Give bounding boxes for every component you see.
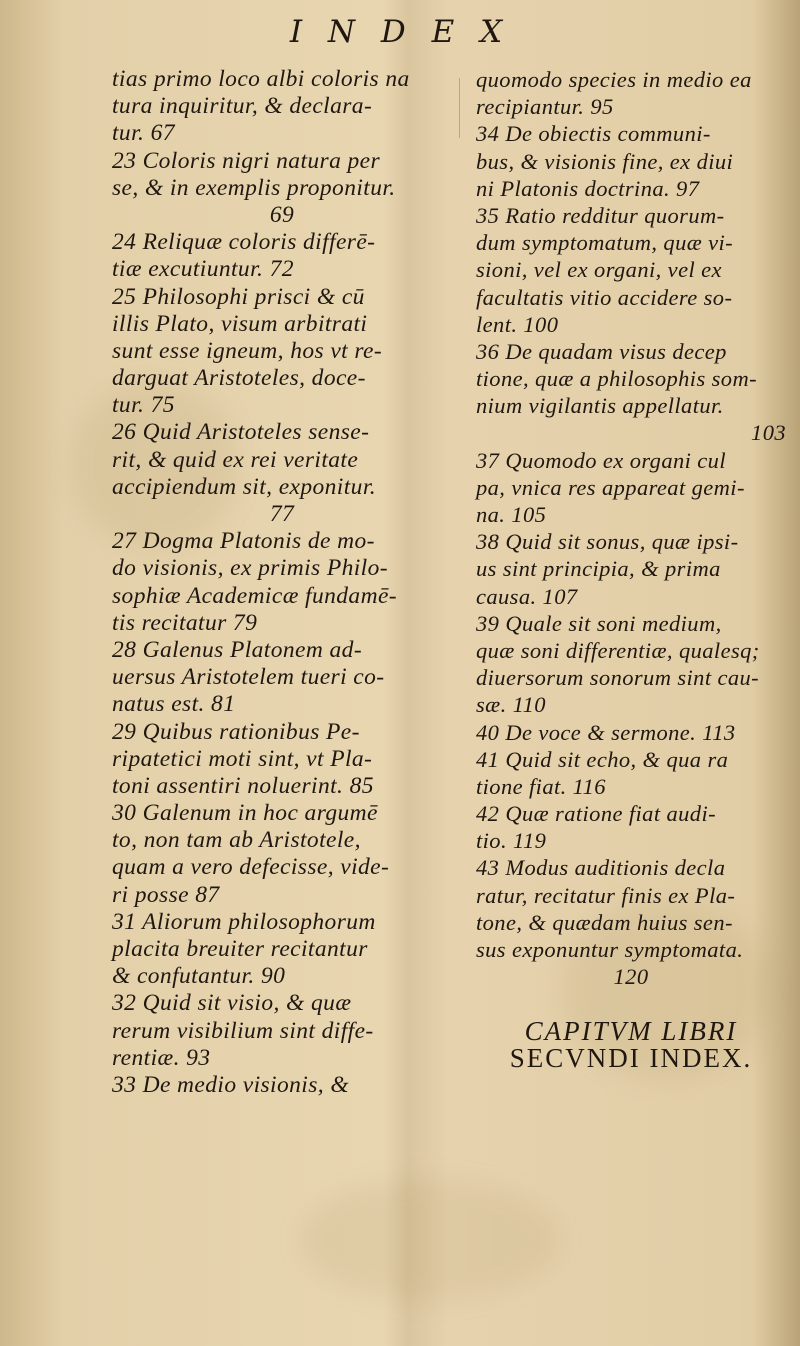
index-line: tone, & quædam huius sen- [476, 909, 733, 935]
column-gutter-rule [459, 78, 460, 138]
index-line: 120 [613, 964, 649, 990]
index-line: to, non tam ab Aristotele, [112, 827, 361, 854]
index-line: nium vigilantis appellatur. [476, 393, 724, 419]
index-line: ri posse 87 [112, 881, 220, 908]
index-line: 32 Quid sit visio, & quæ [112, 990, 352, 1017]
index-line: na. 105 [476, 502, 547, 527]
index-line: 27 Dogma Platonis de mo- [112, 528, 375, 555]
index-line: 24 Reliquæ coloris differē- [112, 229, 376, 256]
index-line: 41 Quid sit echo, & qua ra [476, 746, 729, 772]
index-line: quomodo species in medio ea [476, 67, 752, 92]
index-line: 103 [751, 420, 786, 446]
index-line: lent. 100 [476, 311, 559, 337]
index-line: 37 Quomodo ex organi cul [476, 447, 726, 473]
left-index-column [112, 66, 452, 1099]
running-head: I N D E X [289, 14, 511, 50]
chapter-index-heading-second-line: SECVNDI INDEX. [509, 1042, 753, 1073]
index-line: 77 [269, 501, 295, 527]
paper-stain [300, 1180, 560, 1300]
index-line: tio. 119 [476, 828, 547, 854]
index-line: 26 Quid Aristoteles sense- [112, 419, 370, 446]
right-index-column [476, 66, 786, 1072]
index-line: us sint principia, & prima [476, 556, 721, 582]
index-line: 31 Aliorum philosophorum [112, 908, 376, 935]
index-line: uersus Aristotelem tueri co- [112, 664, 385, 691]
index-line: 39 Quale sit soni medium, [476, 610, 722, 636]
index-line: 35 Ratio redditur quorum- [476, 202, 725, 228]
index-line: ni Platonis doctrina. 97 [476, 175, 700, 201]
blank-space [476, 990, 786, 1017]
index-line: 34 De obiectis communi- [476, 121, 711, 147]
index-line: tur. 75 [112, 392, 175, 419]
index-line: accipiendum sit, exponitur. [112, 473, 377, 500]
index-line: bus, & visionis fine, ex diui [476, 148, 734, 174]
index-line: diuersorum sonorum sint cau- [476, 665, 760, 691]
index-line: 30 Galenum in hoc argumē [112, 800, 378, 827]
index-line: 23 Coloris nigri natura per [112, 147, 381, 174]
index-line: placita breuiter recitantur [112, 936, 368, 962]
index-line: 42 Quæ ratione fiat audi- [476, 801, 716, 827]
index-line: 40 De voce & sermone. 113 [476, 719, 736, 745]
chapter-index-heading: CAPITVM LIBRI [524, 1015, 738, 1046]
index-line: tione fiat. 116 [476, 773, 606, 799]
index-line: rerum visibilium sint diffe- [112, 1017, 374, 1044]
index-line: natus est. 81 [112, 691, 236, 718]
index-line: 43 Modus auditionis decla [476, 855, 726, 881]
index-line: ripatetici moti sint, vt Pla- [112, 745, 373, 772]
index-line: tione, quæ a philosophis som- [476, 366, 757, 392]
index-line: & confutantur. 90 [112, 963, 286, 990]
index-line: rentiæ. 93 [112, 1044, 211, 1071]
index-line: tias primo loco albi coloris na [112, 66, 410, 92]
index-line: darguat Aristoteles, doce- [112, 365, 366, 392]
index-line: tis recitatur 79 [112, 609, 258, 636]
index-line: do visionis, ex primis Philo- [112, 555, 388, 582]
index-line: quam a vero defecisse, vide- [112, 854, 390, 881]
index-line: pa, vnica res appareat gemi- [476, 474, 745, 500]
index-line: sunt esse igneum, hos vt re- [112, 337, 383, 364]
index-line: 25 Philosophi prisci & cū [112, 283, 365, 310]
index-line: tur. 67 [112, 120, 175, 147]
index-line: sioni, vel ex organi, vel ex [476, 257, 722, 283]
index-line: 33 De medio visionis, & [112, 1071, 349, 1098]
index-line: tura inquiritur, & declara- [112, 93, 373, 120]
index-line: facultatis vitio accidere so- [476, 284, 733, 310]
index-line: 28 Galenus Platonem ad- [112, 636, 363, 663]
index-line: 38 Quid sit sonus, quæ ipsi- [476, 529, 739, 555]
index-line: dum symptomatum, quæ vi- [476, 230, 734, 256]
index-line: causa. 107 [476, 583, 578, 609]
index-line: sus exponuntur symptomata. [476, 937, 744, 962]
index-line: 29 Quibus rationibus Pe- [112, 718, 360, 745]
index-line: 36 De quadam visus decep [476, 338, 727, 364]
index-line: 69 [269, 201, 295, 228]
index-line: tiæ excutiuntur. 72 [112, 256, 294, 283]
index-line: quæ soni differentiæ, qualesq; [476, 637, 760, 663]
index-line: rit, & quid ex rei veritate [112, 446, 359, 473]
index-line: sophiæ Academicæ fundamē- [112, 582, 398, 609]
index-line: illis Plato, visum arbitrati [112, 310, 368, 337]
index-line: ratur, recitatur finis ex Pla- [476, 882, 736, 908]
index-line: recipiantur. 95 [476, 94, 614, 120]
index-line: toni assentiri noluerint. 85 [112, 772, 374, 799]
index-line: se, & in exemplis proponitur. [112, 174, 396, 201]
index-line: sæ. 110 [476, 692, 546, 718]
